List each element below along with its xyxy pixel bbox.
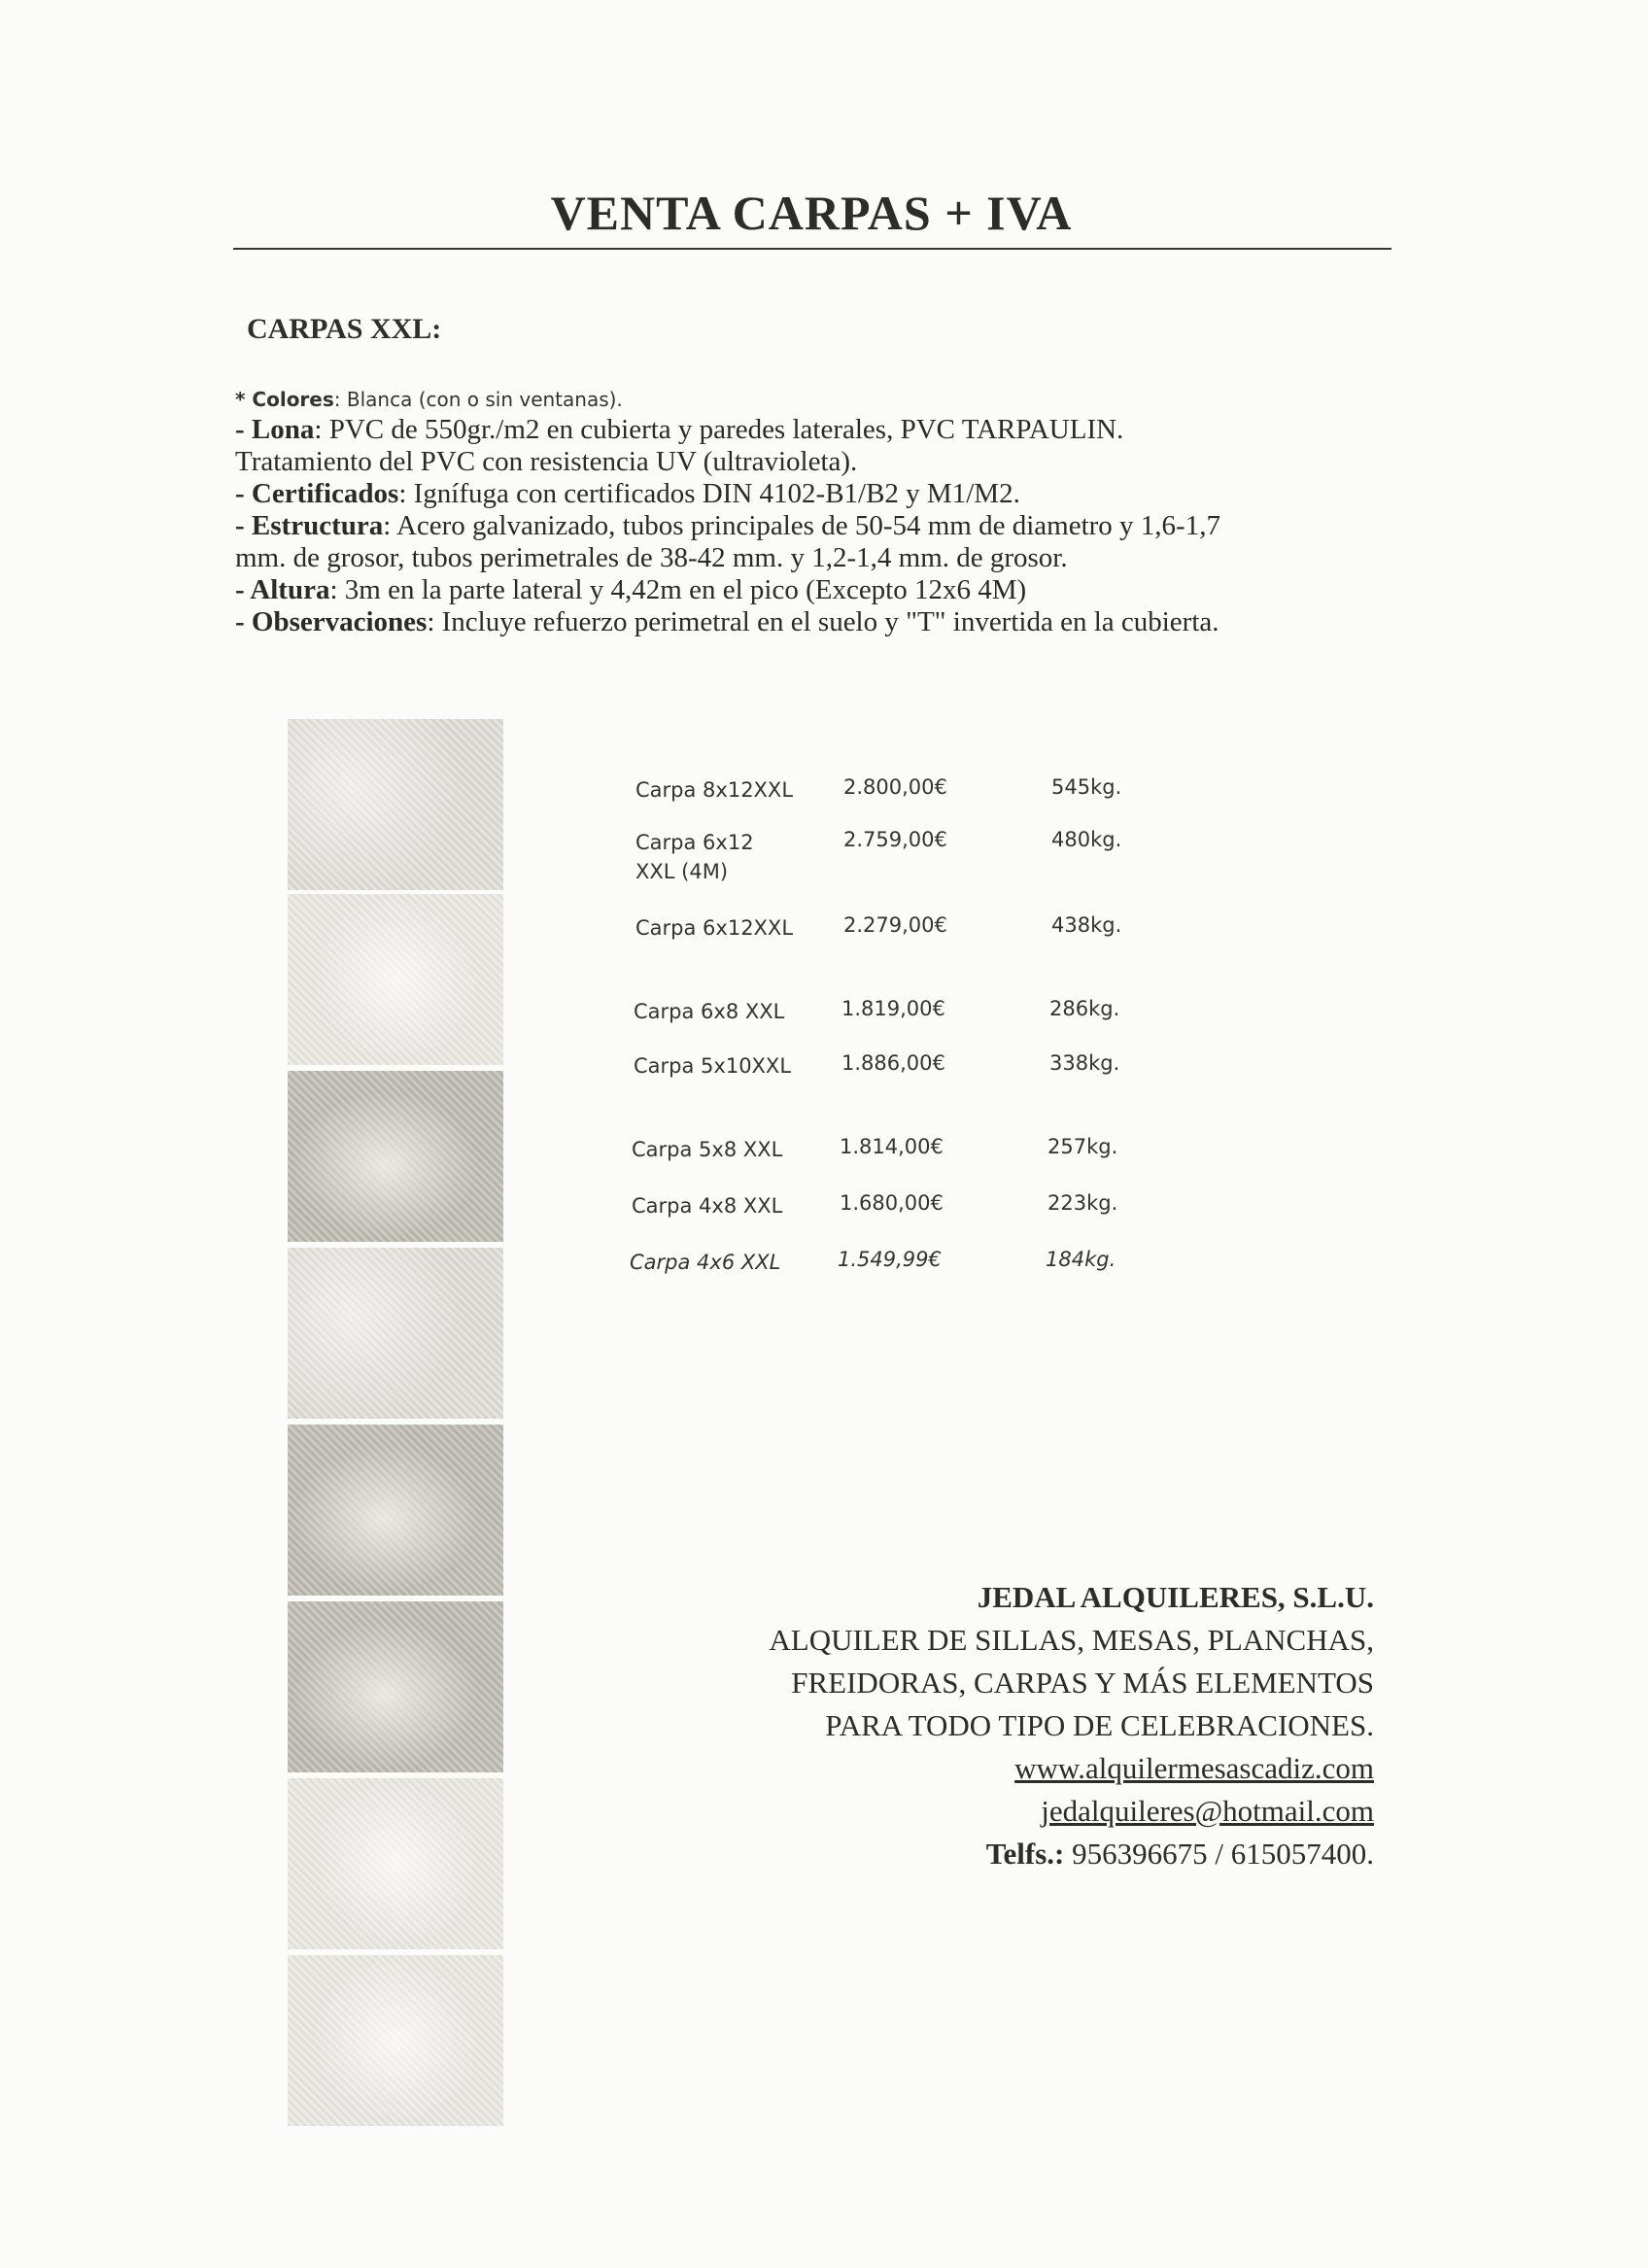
product-weight: 184kg. [1046,1248,1116,1271]
product-price: 1.814,00€ [840,1135,944,1158]
company-info [632,1576,1374,1875]
company-email: jedalquileres@hotmail.com [1041,1794,1374,1828]
tent-photo-strip [288,719,503,2126]
product-name: Carpa 5x8 XXL [632,1138,783,1161]
company-tagline-3: PARA TODO TIPO DE CELEBRACIONES. [825,1708,1374,1742]
section-title: CARPAS XXL: [247,313,442,345]
product-weight: 545kg. [1051,775,1122,799]
product-name: Carpa 4x6 XXL [630,1251,781,1274]
product-name: Carpa 6x12XXL [635,916,794,940]
spec-observaciones: - Observaciones: Incluye refuerzo perimetral en el suelo y "T" invertida en la cubierta. [235,606,1219,637]
tent-photo [288,1425,503,1596]
company-phones: Telfs.: 956396675 / 615057400. [985,1837,1374,1871]
product-name: Carpa 5x10XXL [634,1054,792,1078]
spec-altura: - Altura: 3m en la parte lateral y 4,42m en el pico (Excepto 12x6 4M) [235,574,1027,605]
product-name: Carpa 6x8 XXL [634,1000,785,1023]
product-price: 2.279,00€ [843,913,947,937]
tent-photo [288,719,503,890]
spec-estructura: - Estructura: Acero galvanizado, tubos principales de 50-54 mm de diametro y 1,6-1,7 [235,510,1220,541]
company-tagline-2: FREIDORAS, CARPAS Y MÁS ELEMENTOS [791,1666,1374,1700]
spec-lona: - Lona: PVC de 550gr./m2 en cubierta y paredes laterales, PVC TARPAULIN. [235,414,1124,445]
product-price: 1.886,00€ [841,1051,945,1075]
spec-certificados: - Certificados: Ignífuga con certificados DIN 4102-B1/B2 y M1/M2. [235,478,1020,509]
product-name: Carpa 6x12 XXL (4M) [635,831,754,883]
spec-colores: * Colores: Blanca (con o sin ventanas). [235,388,623,411]
product-price: 1.680,00€ [840,1191,944,1215]
title-rule [233,248,1391,250]
company-name: JEDAL ALQUILERES, S.L.U. [977,1580,1374,1614]
product-name: Carpa 4x8 XXL [632,1194,783,1218]
product-name: Carpa 8x12XXL [635,778,794,802]
product-weight: 438kg. [1051,913,1122,937]
product-weight: 223kg. [1047,1191,1118,1215]
tent-photo [288,1248,503,1419]
company-tagline-1: ALQUILER DE SILLAS, MESAS, PLANCHAS, [769,1623,1374,1657]
product-weight: 480kg. [1051,828,1122,851]
product-price: 2.759,00€ [843,828,947,851]
product-price: 2.800,00€ [843,775,947,799]
product-weight: 257kg. [1047,1135,1118,1158]
product-price: 1.819,00€ [841,997,945,1020]
tent-photo [288,1955,503,2126]
company-website: www.alquilermesascadiz.com [1014,1751,1374,1785]
tent-photo [288,1601,503,1772]
tent-photo [288,894,503,1065]
product-price: 1.549,99€ [838,1248,942,1271]
spec-lona-cont: Tratamiento del PVC con resistencia UV (ultravioleta). [235,446,858,477]
product-weight: 286kg. [1049,997,1120,1020]
product-weight: 338kg. [1049,1051,1120,1075]
tent-photo [288,1071,503,1242]
specs-block [235,385,1382,638]
spec-estructura-cont: mm. de grosor, tubos perimetrales de 38-42 mm. y 1,2-1,4 mm. de grosor. [235,542,1068,573]
page-title: VENTA CARPAS + IVA [550,186,1073,240]
tent-photo [288,1778,503,1949]
